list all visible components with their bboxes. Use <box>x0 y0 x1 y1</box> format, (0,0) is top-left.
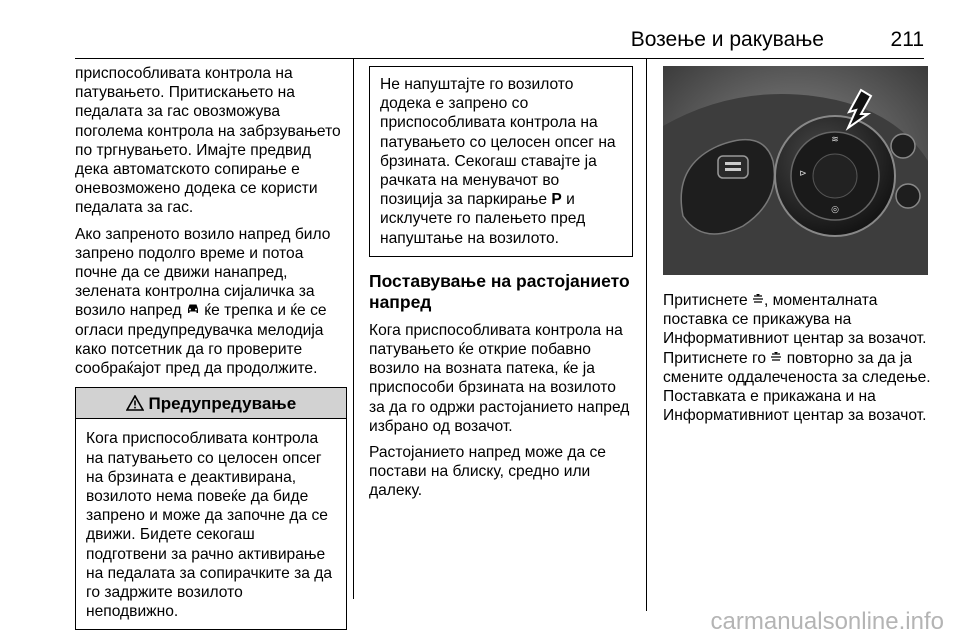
svg-text:◎: ◎ <box>831 205 839 215</box>
paragraph-text: Притиснете <box>663 292 748 309</box>
header-title: Возење и ракување <box>630 28 824 51</box>
svg-text:≋: ≋ <box>831 135 839 145</box>
paragraph: приспособливата контрола на патувањето. Притискањето на педалата за гас овозможува поголема контрола на забрзувањето по тргнувањето. Имајте предвид дека автоматското сопирање е оневозможено додека се користи педалата за гас. <box>75 65 341 217</box>
paragraph <box>75 225 347 379</box>
warning-title: Предупредување <box>148 394 297 414</box>
paragraph-text: повторно за да ја смените оддалеченоста за следење. Поставката е прикажана и на Информативниот центар за возачот. <box>663 349 931 425</box>
column-1 <box>75 64 347 630</box>
column-2 <box>369 66 633 508</box>
following-distance-icon <box>770 349 782 368</box>
paragraph-text: , моменталната поставка се прикажува на Информативниот центар за возачот. Притиснете го <box>663 292 927 367</box>
warning-text: Кога приспособливата контрола на патувањето со целосен опсег на брзината е деактивирана, возилото нема повеќе да биде запрено и може да започне да се движи. Бидете секогаш подготвени за рачно активирање на педалата за сопирачките за да го задржите возилото неподвижно. <box>86 430 333 621</box>
warning-body <box>76 419 346 629</box>
paragraph-text: ќе трепка и ќе се огласи предупредувачка мелодија како потсетник да го проверите сообраќајот пред да продолжите. <box>75 302 327 378</box>
paragraph-text: Ако запреното возило напред било запрено подолго време и потоа почне да се движи нанапред, зелената контролна сијаличка за возило напред <box>75 225 331 320</box>
notice-text <box>380 75 622 248</box>
column-divider <box>353 59 354 599</box>
paragraph <box>663 291 931 425</box>
watermark: carmanualsonline.info <box>710 608 944 635</box>
section-heading: Поставување на растојанието напред <box>369 270 630 312</box>
page-header <box>40 28 924 58</box>
notice-text-part: Не напуштајте го возилото додека е запрено со приспособливата контрола на патувањето со целосен опсег на брзината. Секогаш ставајте ја рачката на менувачот во позиција за паркирање <box>380 76 616 209</box>
warning-triangle-icon <box>126 394 149 413</box>
page-number: 211 <box>890 28 924 51</box>
park-position-label: P <box>551 191 562 209</box>
column-divider <box>646 59 647 611</box>
car-front-icon <box>186 301 200 320</box>
following-distance-icon <box>752 291 764 310</box>
svg-text:⊳: ⊳ <box>799 169 807 179</box>
warning-header <box>76 388 346 419</box>
paragraph: Растојанието напред може да се постави на блиску, средно или далеку. <box>369 444 606 500</box>
steering-wheel-controls-photo <box>663 66 928 275</box>
notice-box <box>369 66 633 257</box>
notice-text-part: и исклучете го палењето пред напуштање на возилото. <box>380 191 586 247</box>
column-3 <box>663 291 931 432</box>
warning-box <box>75 387 347 630</box>
header-divider <box>75 58 924 59</box>
paragraph: Кога приспособливата контрола на патувањето ќе открие побавно возило на возната патека, ќе ја приспособи брзината на возилото за да го одржи растојанието напред избрано од возачот. <box>369 321 630 435</box>
